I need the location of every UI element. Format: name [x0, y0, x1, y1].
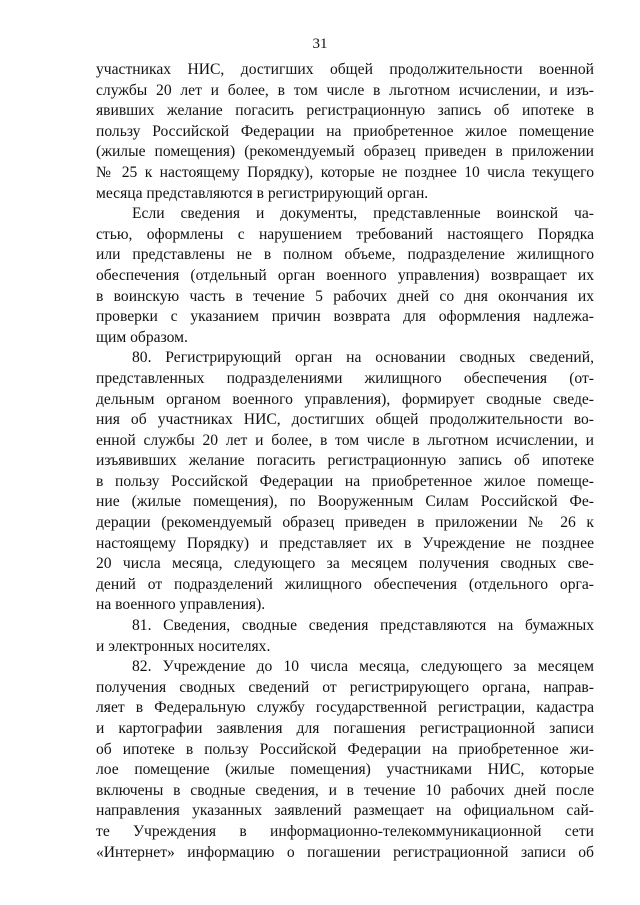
text-line: дений от подразделений жилищного обеспечения (отдельного орга-: [96, 575, 594, 593]
text-line: дельным органом военного управления), формирует сводные сведе-: [96, 390, 594, 408]
text-line: проверки с указанием причин возврата для оформления надлежа-: [96, 308, 594, 326]
text-line: 81. Сведения, сводные сведения представляются на бумажных: [132, 617, 594, 635]
text-line: службы 20 лет и более, в том числе в льготном исчислении, и изъ-: [96, 81, 594, 99]
text-line: или представлены не в полном объеме, подразделение жилищного: [96, 246, 594, 264]
text-line: «Интернет» информацию о погашении регистрационной записи об: [96, 843, 594, 861]
text-line: ния об участниках НИС, достигших общей продолжительности во-: [96, 411, 594, 429]
text-line: и электронных носителях.: [96, 637, 271, 655]
text-line: настоящему Порядку) и представляет их в Учреждение не позднее: [96, 534, 594, 552]
text-line: № 25 к настоящему Порядку), которые не позднее 10 числа текущего: [96, 163, 594, 181]
text-line: 82. Учреждение до 10 числа месяца, следующего за месяцем: [132, 658, 594, 676]
text-line: стью, оформлены с нарушением требований настоящего Порядка: [96, 225, 594, 243]
text-line: участниках НИС, достигших общей продолжительности военной: [96, 61, 594, 78]
text-line: обеспечения (отдельный орган военного управления) возвращает их: [96, 266, 594, 284]
text-line: 80. Регистрирующий орган на основании сводных сведений,: [132, 349, 594, 367]
text-line: изъявивших желание погасить регистрационную запись об ипотеке: [96, 452, 594, 470]
text-line: дерации (рекомендуемый образец приведен в приложении № 26 к: [96, 514, 594, 532]
text-line: те Учреждения в информационно-телекоммуникационной сети: [96, 822, 594, 840]
text-line: щим образом.: [96, 328, 188, 346]
text-line: на военного управления).: [96, 596, 266, 614]
text-line: (жилые помещения) (рекомендуемый образец приведен в приложении: [96, 143, 594, 161]
text-line: в воинскую часть в течение 5 рабочих дней со дня окончания их: [96, 287, 594, 305]
text-line: включены в сводные сведения, и в течение 10 рабочих дней после: [96, 781, 594, 799]
body-text: [96, 60, 594, 863]
text-line: явивших желание погасить регистрационную запись об ипотеке в: [96, 102, 594, 120]
text-line: и картографии заявления для погашения регистрационной записи: [96, 720, 594, 737]
text-line: месяца представляются в регистрирующий орган.: [96, 184, 429, 202]
text-line: направления указанных заявлений размещает на официальном сай-: [96, 802, 594, 820]
text-line: ние (жилые помещения), по Вооруженным Силам Российской Фе-: [96, 493, 594, 511]
text-line: пользу Российской Федерации на приобретенное жилое помещение: [96, 122, 594, 140]
text-line: лое помещение (жилые помещения) участниками НИС, которые: [96, 761, 594, 779]
text-line: получения сводных сведений от регистрирующего органа, направ-: [96, 678, 594, 696]
text-line: енной службы 20 лет и более, в том числе в льготном исчислении, и: [96, 431, 594, 449]
page-number: 31: [312, 36, 328, 52]
text-line: об ипотеке в пользу Российской Федерации на приобретенное жи-: [96, 740, 594, 758]
text-line: Если сведения и документы, представленные воинской ча-: [132, 205, 594, 223]
text-line: ляет в Федеральную службу государственной регистрации, кадастра: [96, 699, 594, 717]
text-line: в пользу Российской Федерации на приобретенное жилое помеще-: [96, 472, 594, 490]
text-line: 20 числа месяца, следующего за месяцем получения сводных све-: [96, 555, 594, 573]
text-line: представленных подразделениями жилищного обеспечения (от-: [96, 369, 594, 387]
